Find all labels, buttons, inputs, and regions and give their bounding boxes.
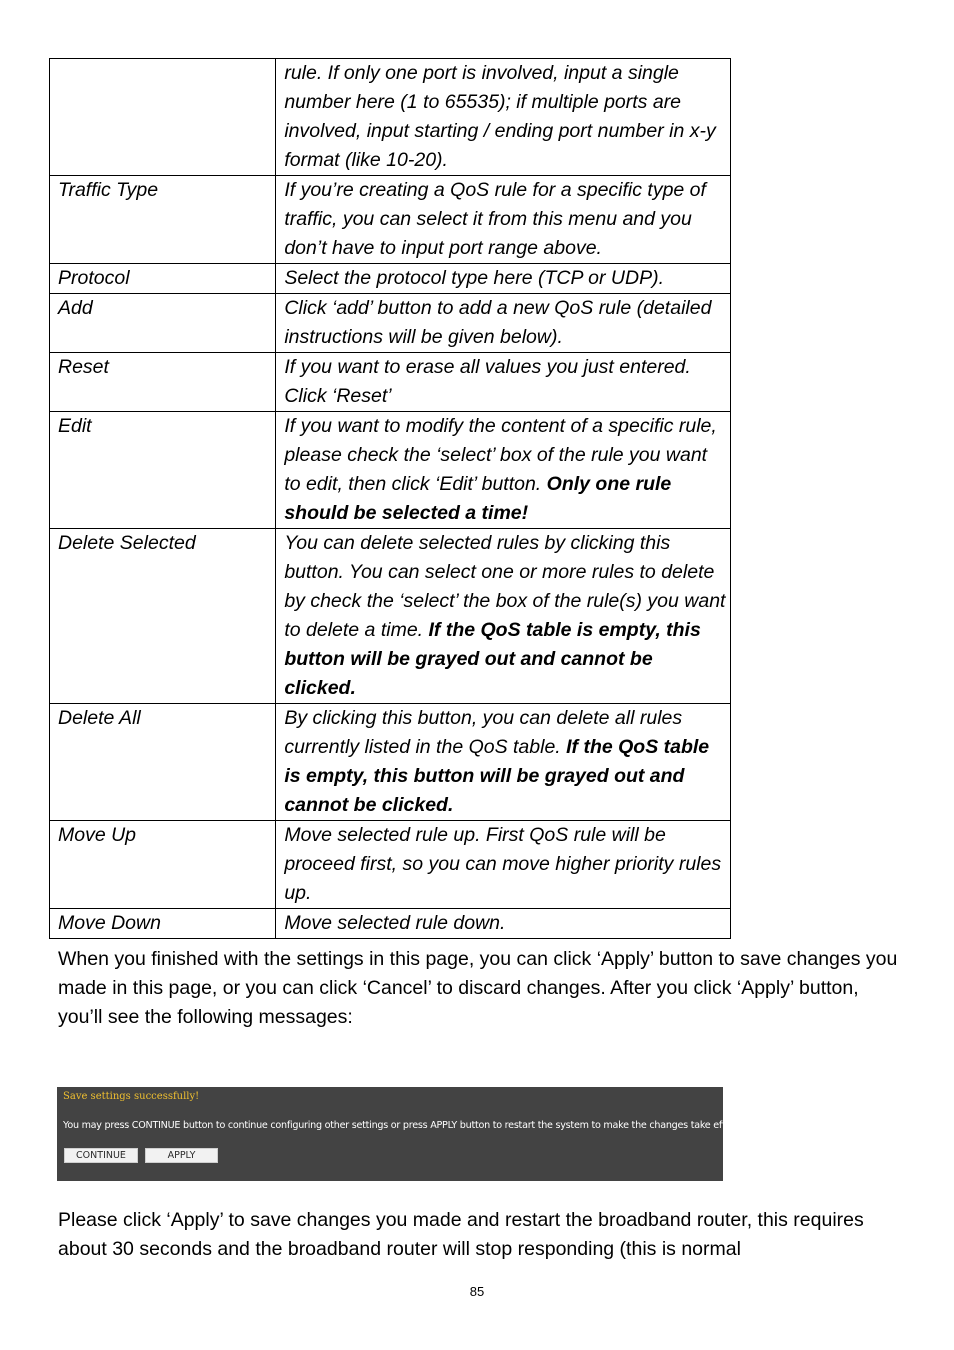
apply-button[interactable]: APPLY (145, 1148, 218, 1163)
table-row (50, 821, 731, 909)
setting-name: Reset (50, 353, 276, 412)
description-text: You can delete selected rules by clicking this button. You can select one or more rules to delete by check the ‘select’ the box of the rule(s) you want to delete a time. (284, 532, 726, 641)
apply-instructions-paragraph: When you finished with the settings in this page, you can click ‘Apply’ button to save changes you made in this page, or you can click ‘Cancel’ to discard changes. After you click ‘Apply’ button, you’ll see the following messages: (58, 948, 898, 1028)
setting-description (276, 412, 731, 529)
description-text: Move selected rule down. (284, 912, 506, 934)
setting-description (276, 59, 731, 176)
table-row (50, 294, 731, 353)
setting-description (276, 821, 731, 909)
continue-button[interactable]: CONTINUE (64, 1148, 138, 1163)
table-row (50, 412, 731, 529)
table-row (50, 59, 731, 176)
description-text: If you’re creating a QoS rule for a specific type of traffic, you can select it from this menu and you don’t have to input port range above. (284, 179, 706, 259)
setting-name: Traffic Type (50, 176, 276, 264)
description-text: If you want to erase all values you just entered. Click ‘Reset’ (284, 356, 691, 407)
table-row (50, 176, 731, 264)
setting-name: Protocol (50, 264, 276, 294)
setting-description (276, 176, 731, 264)
setting-description (276, 264, 731, 294)
setting-name: Move Up (50, 821, 276, 909)
table-row (50, 909, 731, 939)
setting-description (276, 704, 731, 821)
dialog-message: You may press CONTINUE button to continue configuring other settings or press APPLY button to restart the system to make the changes take effect. (63, 1120, 743, 1131)
save-settings-dialog (57, 1087, 743, 1181)
setting-name: Move Down (50, 909, 276, 939)
description-text: By clicking this button, you can delete all rules currently listed in the QoS table. (284, 707, 683, 758)
table-row (50, 529, 731, 704)
description-text: Move selected rule up. First QoS rule will be proceed first, so you can move higher priority rules up. (284, 824, 722, 904)
setting-name (50, 59, 276, 176)
setting-description (276, 353, 731, 412)
description-text: Click ‘add’ button to add a new QoS rule (detailed instructions will be given below). (284, 297, 712, 348)
setting-name: Add (50, 294, 276, 353)
description-text: Select the protocol type here (TCP or UDP). (284, 267, 665, 289)
setting-name: Delete All (50, 704, 276, 821)
setting-name: Delete Selected (50, 529, 276, 704)
restart-note-paragraph: Please click ‘Apply’ to save changes you made and restart the broadband router, this requires about 30 seconds and the broadband router will stop responding (this is normal (58, 1209, 864, 1260)
table-row (50, 353, 731, 412)
description-warning: If the QoS table is empty, this button will be grayed out and cannot be clicked. (284, 619, 701, 699)
dialog-title: Save settings successfully! (63, 1091, 200, 1102)
description-warning: Only one rule should be selected a time! (284, 473, 672, 524)
table-row (50, 704, 731, 821)
table-row (50, 264, 731, 294)
description-warning: If the QoS table is empty, this button will be grayed out and cannot be clicked. (284, 736, 710, 816)
page-number: 85 (469, 1284, 485, 1299)
setting-description (276, 294, 731, 353)
description-text: rule. If only one port is involved, input a single number here (1 to 65535); if multiple ports are involved, input starting / ending port number in x-y format (like 10-20). (284, 62, 716, 171)
setting-description (276, 909, 731, 939)
settings-description-table (49, 58, 731, 939)
description-text: If you want to modify the content of a specific rule, please check the ‘select’ box of the rule you want to edit, then click ‘Edit’ button. (284, 415, 717, 495)
setting-description (276, 529, 731, 704)
setting-name: Edit (50, 412, 276, 529)
